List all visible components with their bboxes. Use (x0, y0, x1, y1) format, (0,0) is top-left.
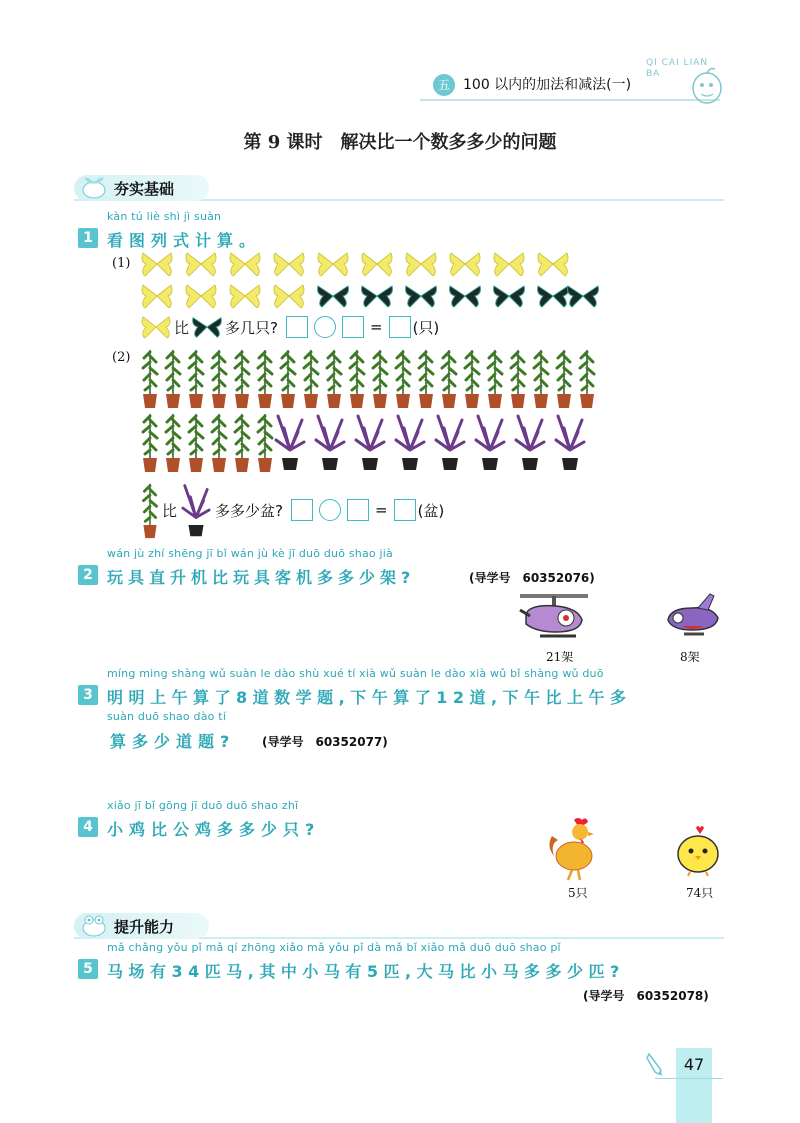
q3-pinyin-line2: suàn duō shao dào tí (107, 710, 227, 723)
dark-butterfly-icon (191, 314, 223, 340)
mixed-plant-row-2 (140, 410, 600, 474)
page-number-rule (655, 1078, 723, 1079)
q1-p2-compare-word: 比 (162, 501, 178, 520)
airplane-count: 8架 (680, 650, 700, 664)
answer-box[interactable] (291, 499, 313, 521)
yellow-butterfly-icon (140, 314, 172, 340)
rooster-count: 5只 (568, 886, 588, 900)
butterfly-row-1 (140, 250, 570, 278)
operator-circle[interactable] (319, 499, 341, 521)
q1-text: 看图列式计算。 (107, 231, 262, 250)
toy-airplane-icon (664, 590, 722, 642)
page-number: 47 (683, 1055, 705, 1074)
chick-icon (672, 824, 724, 878)
q5-number: 5 (78, 959, 98, 979)
mixed-butterfly-icons (140, 282, 600, 310)
q3-text-line2: 算多少道题? (110, 732, 236, 751)
section-basic-bar (74, 177, 724, 201)
q1-number: 1 (78, 228, 98, 248)
section-advanced-title: 提升能力 (114, 918, 175, 936)
q1-part2-label: (2) (112, 350, 131, 365)
q3-number: 3 (78, 685, 98, 705)
lesson-title: 第 9 课时 解决比一个数多多少的问题 (243, 132, 557, 153)
green-plant-row-1 (140, 346, 600, 410)
q1-p1-compare-word: 比 (174, 318, 190, 337)
q1-part1-label: (1) (112, 256, 131, 271)
q1-part2-equation (140, 480, 444, 540)
rooster-icon (544, 816, 606, 882)
sprout-icon (80, 174, 108, 200)
q1-part1-equation (140, 314, 439, 340)
operator-circle[interactable] (314, 316, 336, 338)
frog-icon (80, 912, 108, 938)
chapter-badge: 五 (433, 74, 455, 96)
q2-number: 2 (78, 565, 98, 585)
answer-box[interactable] (342, 316, 364, 338)
helicopter-icon (516, 590, 592, 642)
equals-sign: = (374, 501, 388, 519)
answer-box[interactable] (347, 499, 369, 521)
logo-text: QI CAI LIAN BA (646, 58, 709, 79)
header-divider (420, 99, 720, 101)
q1-pinyin: kàn tú liè shì jì suàn (107, 210, 222, 223)
q1-p1-question: 多几只? (225, 318, 278, 337)
chapter-title: 100 以内的加法和减法(一) (463, 77, 632, 93)
chick-count: 74只 (686, 886, 714, 900)
purple-plant-icon (179, 480, 213, 540)
q2-doc-number: (导学号 60352076) (469, 571, 595, 585)
q4-text: 小鸡比公鸡多多少只? (107, 820, 321, 839)
q3-doc-number: (导学号 60352077) (262, 735, 388, 749)
answer-box[interactable] (286, 316, 308, 338)
answer-box[interactable] (394, 499, 416, 521)
equals-sign: = (369, 318, 383, 336)
q3-pinyin-line1: míng ming shàng wǔ suàn le dào shù xué tí xià wǔ suàn le dào xià wǔ bǐ shàng wǔ duō (107, 667, 604, 680)
q5-pinyin: mǎ chǎng yǒu pǐ mǎ qí zhōng xiǎo mǎ yǒu pǐ dà mǎ bǐ xiǎo mǎ duō duō shao pǐ (107, 941, 561, 954)
q4-pinyin: xiǎo jī bǐ gōng jī duō duō shao zhī (107, 799, 299, 812)
pencil-icon (645, 1050, 667, 1078)
q1-p2-question: 多多少盆? (215, 501, 283, 520)
q2-pinyin: wán jù zhí shēng jī bǐ wán jù kè jī duō duō shao jià (107, 547, 393, 560)
section-basic-title: 夯实基础 (114, 180, 175, 198)
q5-text: 马场有34匹马,其中小马有5匹,大马比小马多多少匹? (107, 962, 625, 981)
yellow-butterfly-icons (140, 250, 570, 278)
helicopter-count: 21架 (546, 650, 574, 664)
butterfly-row-2 (140, 282, 600, 310)
pepper-logo-icon (690, 66, 724, 106)
green-plant-icon (140, 480, 160, 540)
q4-number: 4 (78, 817, 98, 837)
q5-doc-number: (导学号 60352078) (583, 989, 709, 1003)
q1-p2-unit: (盆) (417, 501, 445, 520)
section-advanced-bar (74, 915, 724, 939)
q3-text-line1: 明明上午算了8道数学题,下午算了12道,下午比上午多 (107, 688, 632, 707)
q1-p1-unit: (只) (412, 318, 440, 337)
q2-text: 玩具直升机比玩具客机多多少架? (107, 568, 416, 587)
answer-box[interactable] (389, 316, 411, 338)
